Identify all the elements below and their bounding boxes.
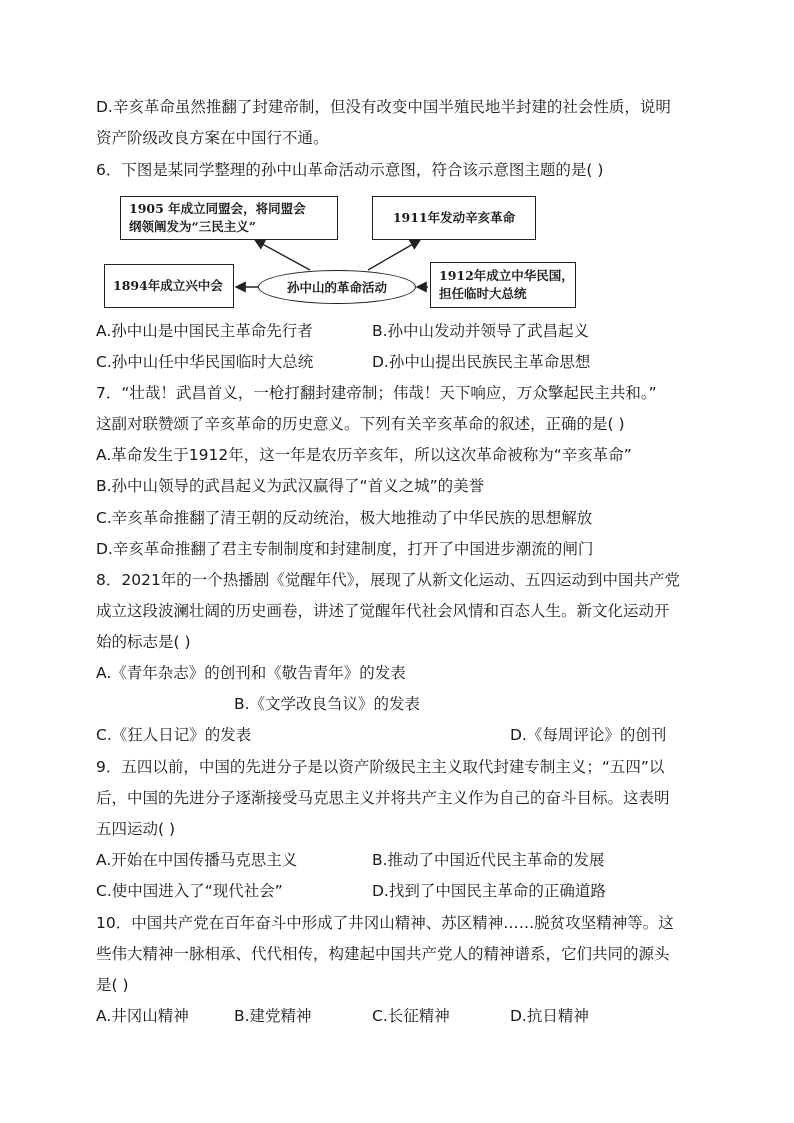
q10-option-c: C.长征精神 xyxy=(372,1007,450,1025)
q6-option-d: D.孙中山提出民族民主革命思想 xyxy=(372,353,591,371)
q9-option-a: A.开始在中国传播马克思主义 xyxy=(96,851,298,869)
q9-option-c: C.使中国进入了“现代社会” xyxy=(96,882,283,900)
q5-option-d-line1: D.辛亥革命虽然推翻了封建帝制，但没有改变中国半殖民地半封建的社会性质，说明 xyxy=(96,98,671,116)
q10-stem-line1: 10．中国共产党在百年奋斗中形成了井冈山精神、苏区精神……脱贫攻坚精神等。这 xyxy=(96,914,674,932)
q8-stem-line2: 成立这段波澜壮阔的历史画卷，讲述了觉醒年代社会风情和百态人生。新文化运动开 xyxy=(96,602,670,620)
arrow-to-1905 xyxy=(255,240,310,270)
q7-option-b: B.孙中山领导的武昌起义为武汉赢得了“首义之城”的美誉 xyxy=(96,477,485,495)
q10-stem-line3: 是( ) xyxy=(96,976,129,994)
diagram-box-1911 xyxy=(372,196,536,240)
q7-stem-line2: 这副对联赞颂了辛亥革命的历史意义。下列有关辛亥革命的叙述，正确的是( ) xyxy=(96,415,625,433)
box-1911-text: 1911年发动辛亥革命 xyxy=(392,210,516,225)
q6-option-c: C.孙中山任中华民国临时大总统 xyxy=(96,353,314,371)
q6-stem: 6．下图是某同学整理的孙中山革命活动示意图，符合该示意图主题的是( ) xyxy=(96,161,604,179)
box-1894-text: 1894年成立兴中会 xyxy=(113,278,223,293)
q7-option-a: A.革命发生于1912年，这一年是农历辛亥年，所以这次革命被称为“辛亥革命” xyxy=(96,446,632,464)
q9-option-b: B.推动了中国近代民主革命的发展 xyxy=(372,851,605,869)
q9-stem-line1: 9．五四以前，中国的先进分子是以资产阶级民主主义取代封建专制主义；“五四”以 xyxy=(96,758,665,776)
q9-stem-line3: 五四运动( ) xyxy=(96,820,176,838)
diagram-box-1894 xyxy=(104,264,234,308)
q8-option-a: A.《青年杂志》的创刊和《敬告青年》的发表 xyxy=(96,664,406,682)
diagram-box-1905 xyxy=(120,196,338,240)
box-1905-line2: 纲领阐发为“三民主义” xyxy=(129,219,256,234)
q5-option-d-line2: 资产阶级改良方案在中国行不通。 xyxy=(96,129,329,147)
arrow-to-1911 xyxy=(368,240,420,270)
q10-option-d: D.抗日精神 xyxy=(510,1007,589,1025)
box-1912-line1: 1912年成立中华民国， xyxy=(439,268,574,283)
q8-stem-line1: 8．2021年的一个热播剧《觉醒年代》，展现了从新文化运动、五四运动到中国共产党 xyxy=(96,571,681,589)
q6-option-a: A.孙中山是中国民主革命先行者 xyxy=(96,322,313,340)
q7-option-d: D.辛亥革命推翻了君主专制制度和封建制度，打开了中国进步潮流的闸门 xyxy=(96,540,594,558)
q8-option-c: C.《狂人日记》的发表 xyxy=(96,726,252,744)
q9-stem-line2: 后，中国的先进分子逐渐接受马克思主义并将共产主义作为自己的奋斗目标。这表明 xyxy=(96,789,670,807)
diagram-box-1912 xyxy=(430,262,576,308)
q9-option-d: D.找到了中国民主革命的正确道路 xyxy=(372,882,606,900)
q10-option-a: A.井冈山精神 xyxy=(96,1007,189,1025)
q10-stem-line2: 些伟大精神一脉相承、代代相传，构建起中国共产党人的精神谱系，它们共同的源头 xyxy=(96,945,670,963)
q7-stem-line1: 7．“壮哉！武昌首义，一枪打翻封建帝制；伟哉！天下响应，万众擎起民主共和。” xyxy=(96,384,657,402)
q8-stem-line3: 始的标志是( ) xyxy=(96,633,191,651)
box-1905-line1: 1905 年成立同盟会，将同盟会 xyxy=(129,201,306,216)
q8-option-b: B.《文学改良刍议》的发表 xyxy=(234,695,421,713)
box-1912-line2: 担任临时大总统 xyxy=(439,286,527,301)
q10-option-b: B.建党精神 xyxy=(234,1007,312,1025)
diagram-center-ellipse: 孙中山的革命活动 xyxy=(258,270,416,304)
q8-option-d: D.《每周评论》的创刊 xyxy=(510,726,667,744)
q7-option-c: C.辛亥革命推翻了清王朝的反动统治，极大地推动了中华民族的思想解放 xyxy=(96,509,593,527)
q6-option-b: B.孙中山发动并领导了武昌起义 xyxy=(372,322,590,340)
